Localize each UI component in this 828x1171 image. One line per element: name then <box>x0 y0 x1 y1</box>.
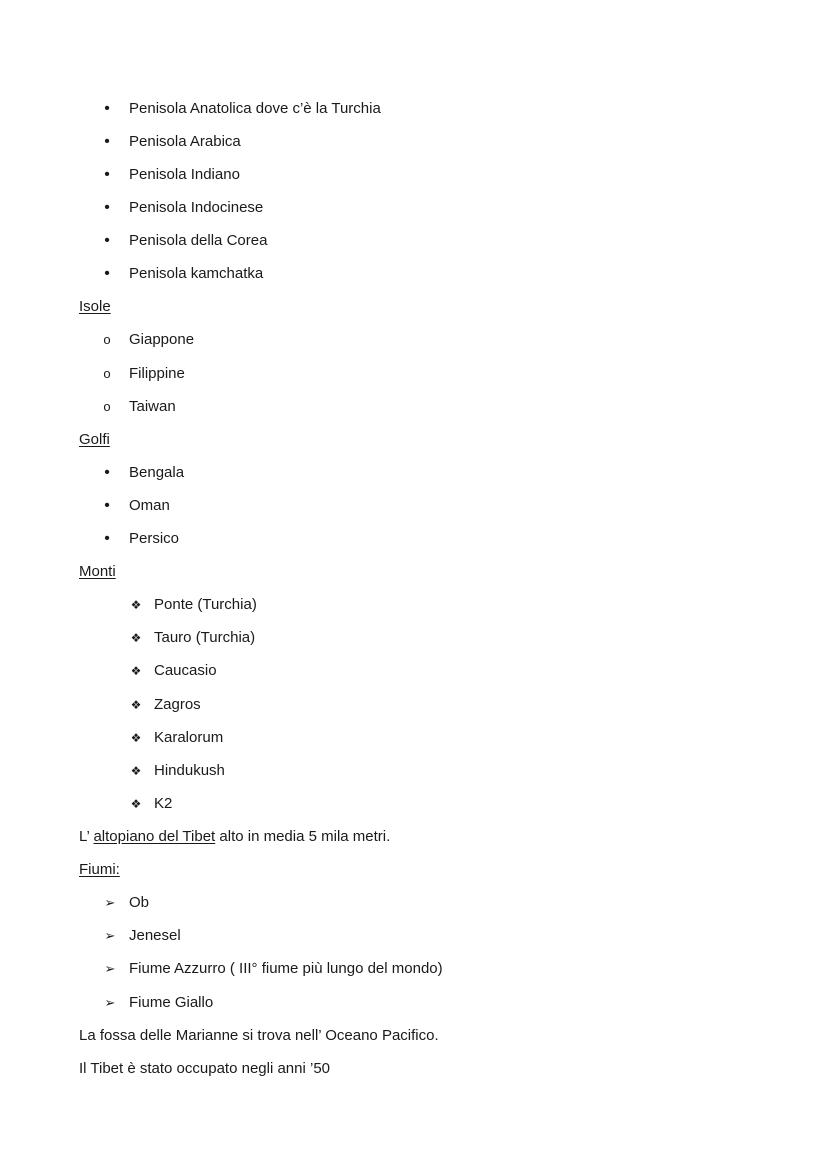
bullet-arrow-icon <box>102 993 118 1013</box>
list-item: Bengala <box>129 464 185 481</box>
list-item: Filippine <box>129 365 185 382</box>
bullet-diamond-icon <box>128 595 144 615</box>
list-item: Hindukush <box>154 762 225 779</box>
bullet-disc-icon <box>99 264 115 284</box>
list-item: Taiwan <box>129 398 176 415</box>
bullet-circle-icon <box>99 397 115 417</box>
list-item: Jenesel <box>129 927 181 944</box>
list-item: Penisola Indocinese <box>129 199 264 216</box>
bullet-diamond-icon <box>128 628 144 648</box>
bullet-circle-icon <box>99 364 115 384</box>
bullet-diamond-icon <box>128 695 144 715</box>
tibet-underlined-term: altopiano del Tibet <box>93 828 216 845</box>
section-heading-monti: Monti <box>79 563 116 580</box>
bullet-disc-icon <box>99 496 115 516</box>
list-item: K2 <box>154 795 173 812</box>
list-item: Fiume Giallo <box>129 994 214 1011</box>
bullet-disc-icon <box>99 198 115 218</box>
tibet-prefix: L’ <box>79 828 94 845</box>
bullet-arrow-icon <box>102 959 118 979</box>
bullet-disc-icon <box>99 99 115 119</box>
bullet-disc-icon <box>99 231 115 251</box>
tibet-suffix: alto in media 5 mila metri. <box>215 828 391 845</box>
list-item: Penisola della Corea <box>129 232 268 249</box>
paragraph-marianne: La fossa delle Marianne si trova nell’ Oceano Pacifico. <box>79 1027 439 1044</box>
bullet-disc-icon <box>99 132 115 152</box>
bullet-circle-icon <box>99 330 115 350</box>
list-item: Caucasio <box>154 662 217 679</box>
bullet-diamond-icon <box>128 794 144 814</box>
list-item: Penisola kamchatka <box>129 265 264 282</box>
bullet-disc-icon <box>99 529 115 549</box>
list-item: Penisola Anatolica dove c’è la Turchia <box>129 100 381 117</box>
list-item: Tauro (Turchia) <box>154 629 256 646</box>
list-item: Ponte (Turchia) <box>154 596 257 613</box>
list-item: Fiume Azzurro ( III° fiume più lungo del mondo) <box>129 960 443 977</box>
bullet-disc-icon <box>99 463 115 483</box>
list-item: Giappone <box>129 331 195 348</box>
list-item: Persico <box>129 530 180 547</box>
list-item: Penisola Arabica <box>129 133 241 150</box>
bullet-diamond-icon <box>128 661 144 681</box>
bullet-diamond-icon <box>128 728 144 748</box>
section-heading-fiumi: Fiumi: <box>79 861 120 878</box>
section-heading-isole: Isole <box>79 298 111 315</box>
bullet-diamond-icon <box>128 761 144 781</box>
paragraph-tibet-occupied: Il Tibet è stato occupato negli anni ’50 <box>79 1060 331 1077</box>
section-heading-golfi: Golfi <box>79 431 110 448</box>
bullet-arrow-icon <box>102 926 118 946</box>
list-item: Ob <box>129 894 150 911</box>
bullet-arrow-icon <box>102 893 118 913</box>
tibet-paragraph <box>79 827 390 847</box>
list-item: Zagros <box>154 696 201 713</box>
bullet-disc-icon <box>99 165 115 185</box>
list-item: Oman <box>129 497 170 514</box>
list-item: Penisola Indiano <box>129 166 240 183</box>
list-item: Karalorum <box>154 729 224 746</box>
